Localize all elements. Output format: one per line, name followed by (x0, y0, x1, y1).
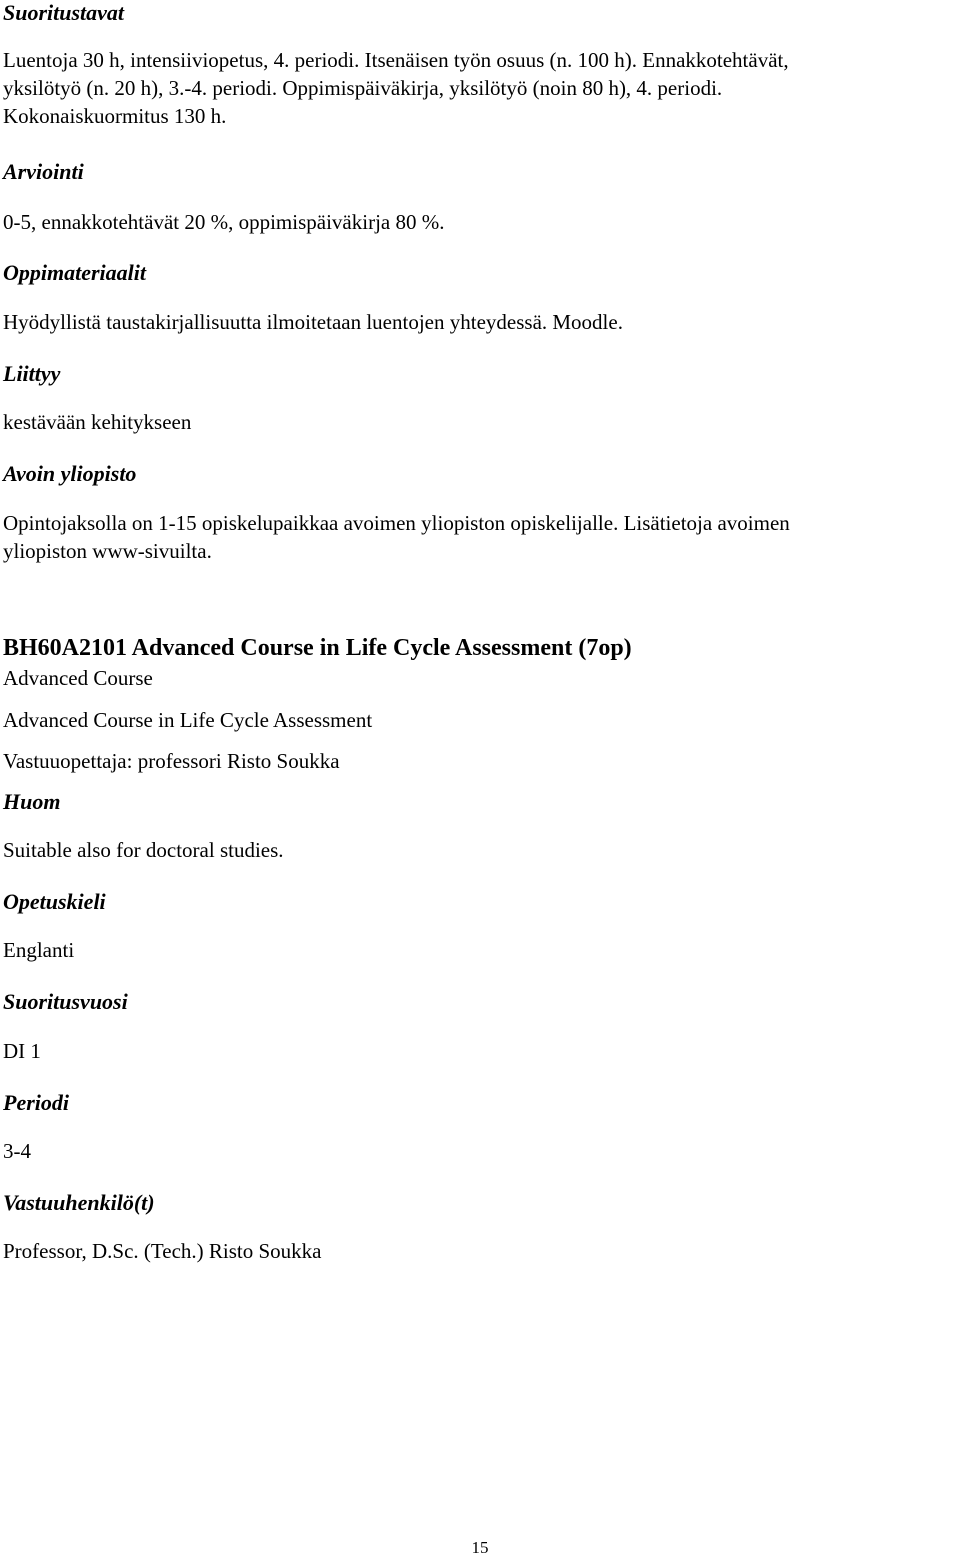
arviointi-heading: Arviointi (3, 159, 84, 184)
course-responsible-teacher: Vastuuopettaja: professori Risto Soukka (3, 749, 340, 773)
avoin-yliopisto-line-2: yliopiston www-sivuilta. (3, 539, 212, 563)
liittyy-heading: Liittyy (3, 361, 61, 386)
course-english-name: Advanced Course in Life Cycle Assessment (3, 708, 373, 732)
periodi-text: 3-4 (3, 1139, 31, 1163)
avoin-yliopisto-heading: Avoin yliopisto (3, 461, 137, 486)
suoritustavat-line-2: yksilötyö (n. 20 h), 3.-4. periodi. Oppimispäiväkirja, yksilötyö (noin 80 h), 4. periodi. (3, 76, 723, 100)
page-number: 15 (471, 1538, 489, 1557)
liittyy-text: kestävään kehitykseen (3, 410, 192, 434)
oppimateriaalit-heading: Oppimateriaalit (3, 260, 146, 285)
arviointi-text: 0-5, ennakkotehtävät 20 %, oppimispäiväkirja 80 %. (3, 210, 445, 234)
suoritustavat-heading: Suoritustavat (3, 0, 125, 25)
suoritustavat-line-1: Luentoja 30 h, intensiiviopetus, 4. periodi. Itsenäisen työn osuus (n. 100 h). Ennakkotehtävät, (3, 48, 789, 72)
huom-heading: Huom (3, 789, 61, 814)
vastuuhenkilo-text: Professor, D.Sc. (Tech.) Risto Soukka (3, 1239, 322, 1263)
suoritusvuosi-text: DI 1 (3, 1039, 41, 1063)
huom-text: Suitable also for doctoral studies. (3, 838, 284, 862)
suoritusvuosi-heading: Suoritusvuosi (3, 989, 128, 1014)
avoin-yliopisto-line-1: Opintojaksolla on 1-15 opiskelupaikkaa avoimen yliopiston opiskelijalle. Lisätietoja avoimen (3, 511, 790, 535)
vastuuhenkilo-heading: Vastuuhenkilö(t) (3, 1190, 155, 1215)
course-subtitle: Advanced Course (3, 666, 153, 690)
periodi-heading: Periodi (3, 1090, 69, 1115)
suoritustavat-line-3: Kokonaiskuormitus 130 h. (3, 104, 227, 128)
opetuskieli-text: Englanti (3, 938, 75, 962)
opetuskieli-heading: Opetuskieli (3, 889, 106, 914)
course-title: BH60A2101 Advanced Course in Life Cycle Assessment (7op) (3, 635, 632, 661)
oppimateriaalit-text: Hyödyllistä taustakirjallisuutta ilmoitetaan luentojen yhteydessä. Moodle. (3, 310, 623, 334)
